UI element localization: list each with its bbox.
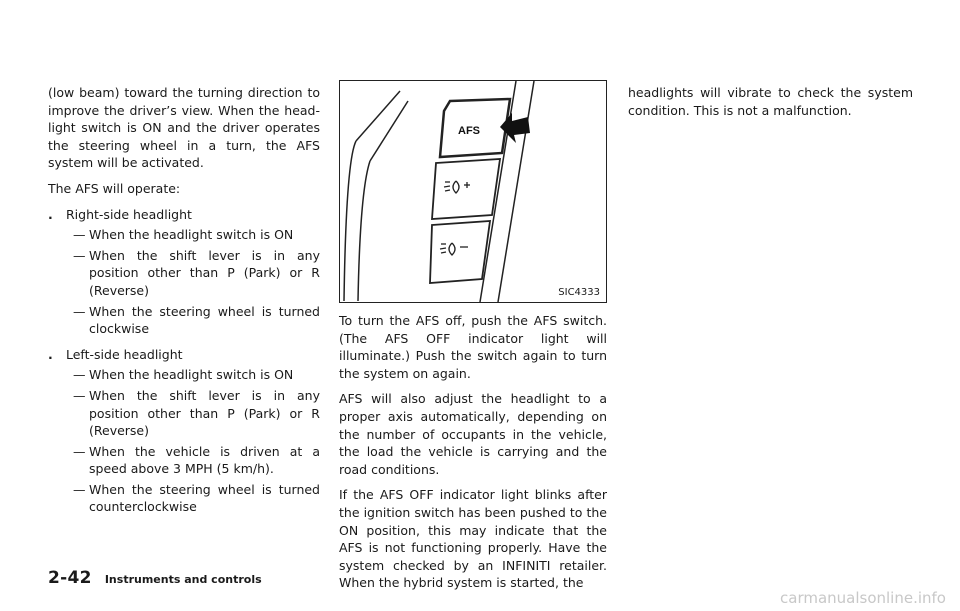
- headlight-down-switch: [430, 221, 490, 283]
- bullet-label: Left-side headlight: [66, 346, 183, 362]
- list-item: — When the headlight switch is ON: [73, 227, 294, 243]
- right-headlight-conditions: [48, 226, 320, 338]
- paragraph: To turn the AFS off, push the AFS switch. (The AFS OFF indicator light will illuminate.) Push the switch again to turn the system on again.: [339, 313, 607, 381]
- watermark: carmanualsonline.info: [780, 589, 946, 607]
- intro-paragraph: (low beam) toward the turning direction to improve the driver’s view. When the head-light switch is ON and the driver operates the steering wheel in a turn, the AFS system will be activated.: [48, 85, 320, 171]
- operate-label: The AFS will operate:: [48, 180, 181, 196]
- bullet-left-headlight: [48, 346, 320, 364]
- paragraph: AFS will also adjust the headlight to a proper axis automatically, depending on the number of occupants in the vehicle, the load the vehicle is carrying and the road conditions.: [339, 391, 607, 477]
- paragraph: headlights will vibrate to check the system condition. This is not a malfunction.: [628, 85, 913, 118]
- list-item: — When the steering wheel is turned counterclockwise: [73, 481, 320, 515]
- afs-switch-illustration: [339, 80, 607, 303]
- bullet-dot: .: [48, 206, 53, 222]
- left-headlight-conditions: [48, 366, 320, 516]
- list-item: — When the shift lever is in any position other than P (Park) or R (Reverse): [73, 247, 320, 298]
- afs-switch-label: AFS: [458, 125, 480, 137]
- list-item: — When the shift lever is in any position other than P (Park) or R (Reverse): [73, 387, 320, 439]
- column-middle: [339, 312, 607, 600]
- list-item: — When the steering wheel is turned clockwise: [73, 303, 320, 337]
- headlight-up-switch: [432, 159, 500, 219]
- list-item: — When the vehicle is driven at a speed above 3 MPH (5 km/h).: [73, 443, 320, 477]
- column-left: [48, 84, 320, 524]
- figure-code: SIC4333: [558, 287, 600, 298]
- page-footer: [48, 568, 262, 588]
- dashboard-switch-drawing: [340, 81, 606, 302]
- list-item: — When the headlight switch is ON: [73, 367, 294, 383]
- page-number: 2-42: [48, 568, 92, 588]
- bullet-label: Right-side headlight: [66, 206, 192, 222]
- section-title: Instruments and controls: [104, 573, 262, 586]
- bullet-right-headlight: [48, 206, 320, 224]
- bullet-dot: .: [48, 346, 53, 362]
- paragraph: If the AFS OFF indicator light blinks after the ignition switch has been pushed to the ON position, this may indicate that the AFS is not functioning properly. Have the system checked by an INFINITI retailer. When the hybrid system is started, the: [339, 487, 607, 591]
- column-right: [628, 84, 913, 127]
